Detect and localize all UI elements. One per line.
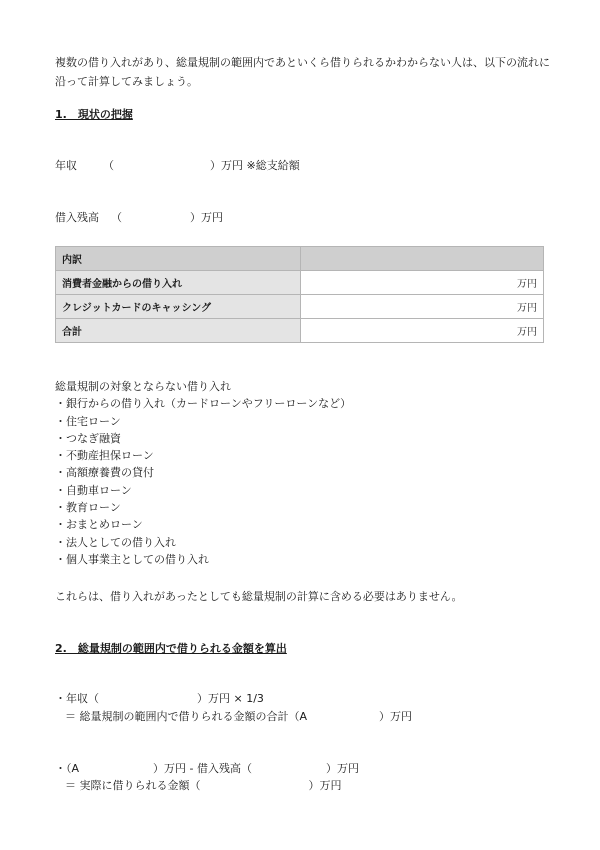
list-item: ・法人としての借り入れ	[55, 535, 176, 549]
table-row	[56, 295, 544, 319]
exempt-list	[55, 378, 351, 568]
table-header-empty	[301, 247, 544, 271]
income-unit: ）万円 ※総支給額	[210, 159, 300, 172]
intro-text: 複数の借り入れがあり、総量規制の範囲内であといくら借りられるかわからない人は、以下の流れに沿って計算してみましょう。	[55, 56, 550, 88]
calc-line-2b	[65, 777, 342, 793]
row-value-field[interactable]: 万円	[301, 295, 544, 319]
calc-2b-prefix: ＝ 実際に借りられる金額（	[65, 779, 201, 792]
income-line	[55, 157, 300, 173]
balance-open-paren: （	[111, 211, 122, 224]
row-label: クレジットカードのキャッシング	[56, 295, 301, 319]
income-open-paren: （	[103, 159, 114, 172]
calc-1a-prefix: ・年収（	[55, 692, 99, 705]
exempt-title: 総量規制の対象とならない借り入れ	[55, 380, 231, 393]
table-header-row	[56, 247, 544, 271]
calc-line-1b	[65, 708, 412, 724]
table-header-label: 内訳	[56, 247, 301, 271]
list-item: ・おまとめローン	[55, 518, 143, 532]
calc-line-1a	[55, 690, 264, 706]
table-row	[56, 271, 544, 295]
section1-heading: 1. 現状の把握	[55, 108, 133, 121]
calc-2a-middle: ）万円 - 借入残高（	[153, 762, 252, 775]
calc-2b-suffix: ）万円	[308, 779, 342, 792]
list-item: ・つなぎ融資	[55, 431, 121, 445]
calc-line-2a	[55, 760, 359, 776]
table-row	[56, 319, 544, 343]
list-item: ・高額療養費の貸付	[55, 466, 154, 480]
list-item: ・教育ローン	[55, 501, 121, 515]
section2-heading: 2. 総量規制の範囲内で借りられる金額を算出	[55, 642, 287, 655]
calc-1b-suffix: ）万円	[379, 710, 413, 723]
income-label: 年収	[55, 159, 77, 172]
list-item: ・不動産担保ローン	[55, 449, 154, 463]
balance-label: 借入残高	[55, 211, 99, 224]
list-item: ・個人事業主としての借り入れ	[55, 552, 209, 566]
list-item: ・銀行からの借り入れ（カードローンやフリーローンなど）	[55, 397, 352, 411]
list-item: ・住宅ローン	[55, 414, 121, 428]
calc-1a-suffix: ）万円 × 1/3	[197, 692, 264, 705]
row-label: 消費者金融からの借り入れ	[56, 271, 301, 295]
balance-unit: ）万円	[190, 211, 223, 224]
exempt-note: これらは、借り入れがあったとしても総量規制の計算に含める必要はありません。	[55, 590, 463, 603]
row-value-field[interactable]: 万円	[301, 271, 544, 295]
row-value-field[interactable]: 万円	[301, 319, 544, 343]
balance-line	[55, 209, 223, 225]
calc-2a-suffix: ）万円	[326, 762, 359, 775]
list-item: ・自動車ローン	[55, 483, 132, 497]
row-label: 合計	[56, 319, 301, 343]
breakdown-table	[55, 246, 544, 343]
calc-2a-prefix: ・（A	[55, 762, 80, 775]
calc-1b-prefix: ＝ 総量規制の範囲内で借りられる金額の合計（A	[65, 710, 308, 723]
